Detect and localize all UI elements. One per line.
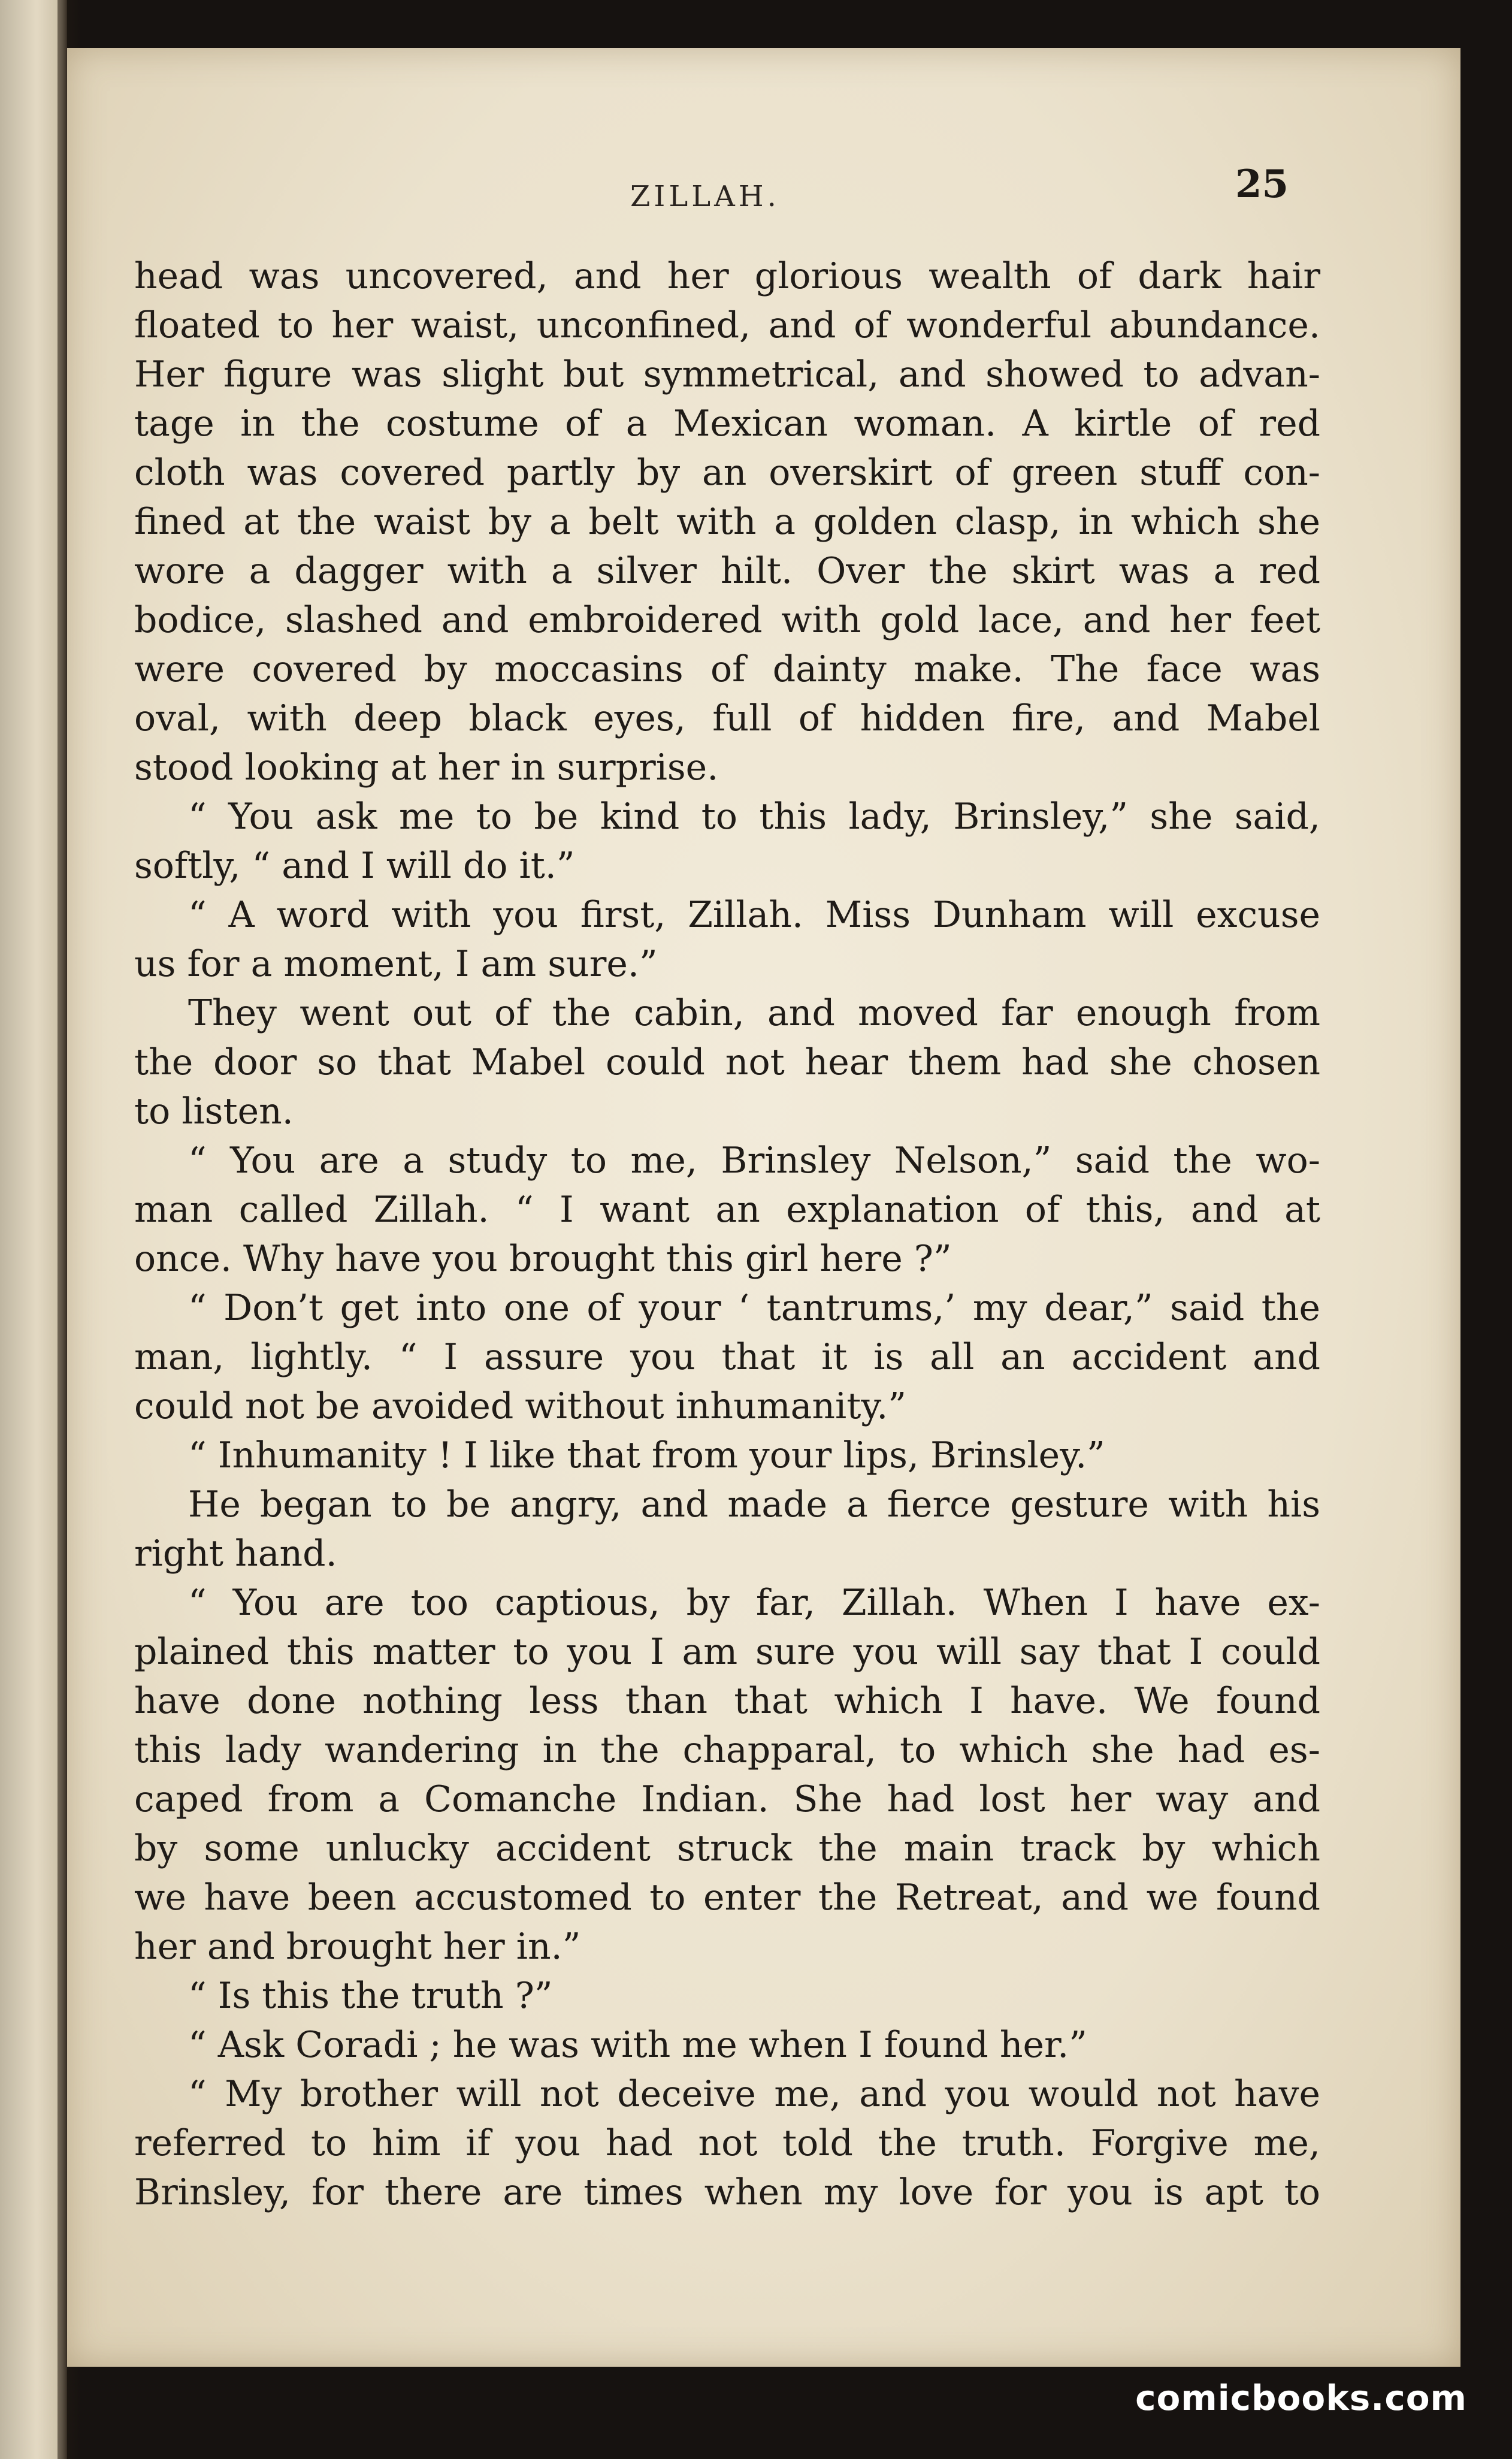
text-line: plained this matter to you I am sure you will say that I could <box>134 1631 1320 1673</box>
text-line: “ You are a study to me, Brinsley Nelson,” said the wo- <box>188 1140 1320 1182</box>
page-number: 25 <box>1235 162 1289 207</box>
text-line: “ You are too captious, by far, Zillah. When I have ex- <box>188 1582 1320 1624</box>
text-line: tage in the costume of a Mexican woman. A kirtle of red <box>134 403 1320 445</box>
text-line: right hand. <box>134 1533 337 1575</box>
text-line: Brinsley, for there are times when my love for you is apt to <box>134 2171 1320 2213</box>
text-line: softly, “ and I will do it.” <box>134 845 575 887</box>
text-line: “ Ask Coradi ; he was with me when I found her.” <box>188 2024 1087 2066</box>
text-line: this lady wandering in the chapparal, to which she had es- <box>134 1729 1320 1771</box>
text-line: “ You ask me to be kind to this lady, Brinsley,” she said, <box>188 796 1320 838</box>
running-head: ZILLAH. <box>630 180 780 213</box>
text-line: oval, with deep black eyes, full of hidden fire, and Mabel <box>134 697 1320 739</box>
text-line: referred to him if you had not told the truth. Forgive me, <box>134 2122 1320 2164</box>
text-line: cloth was covered partly by an overskirt of green stuff con- <box>134 452 1320 494</box>
text-line: man called Zillah. “ I want an explanation of this, and at <box>134 1189 1320 1231</box>
text-line: bodice, slashed and embroidered with gold lace, and her feet <box>134 599 1320 641</box>
text-line: us for a moment, I am sure.” <box>134 943 658 985</box>
book-page <box>67 48 1460 2367</box>
text-line: caped from a Comanche Indian. She had lost her way and <box>134 1778 1320 1820</box>
text-line: They went out of the cabin, and moved far enough from <box>188 992 1320 1034</box>
text-line: “ A word with you first, Zillah. Miss Dunham will excuse <box>188 894 1320 936</box>
site-watermark: comicbooks.com <box>1135 2378 1467 2418</box>
text-line: to listen. <box>134 1090 294 1132</box>
body-text <box>134 252 1320 2217</box>
text-line: her and brought her in.” <box>134 1926 581 1968</box>
text-line: fined at the waist by a belt with a golden clasp, in which she <box>134 501 1320 543</box>
text-line: floated to her waist, unconfined, and of wonderful abundance. <box>134 304 1320 346</box>
text-line: once. Why have you brought this girl here ?” <box>134 1238 952 1280</box>
text-line: by some unlucky accident struck the main track by which <box>134 1827 1320 1869</box>
text-line: man, lightly. “ I assure you that it is all an accident and <box>134 1336 1320 1378</box>
text-line: “ Don’t get into one of your ‘ tantrums,’ my dear,” said the <box>188 1287 1320 1329</box>
text-line: we have been accustomed to enter the Retreat, and we found <box>134 1877 1320 1919</box>
text-line: “ My brother will not deceive me, and you would not have <box>188 2073 1320 2115</box>
text-line: head was uncovered, and her glorious wealth of dark hair <box>134 255 1320 297</box>
text-line: Her figure was slight but symmetrical, and showed to advan- <box>134 354 1320 395</box>
text-line: He began to be angry, and made a fierce gesture with his <box>188 1484 1320 1525</box>
text-line: the door so that Mabel could not hear them had she chosen <box>134 1041 1320 1083</box>
text-line: wore a dagger with a silver hilt. Over the skirt was a red <box>134 550 1320 592</box>
text-line: could not be avoided without inhumanity.” <box>134 1385 907 1427</box>
text-line: “ Inhumanity ! I like that from your lips, Brinsley.” <box>188 1434 1105 1476</box>
text-line: “ Is this the truth ?” <box>188 1975 553 2017</box>
text-line: were covered by moccasins of dainty make. The face was <box>134 648 1320 690</box>
text-line: stood looking at her in surprise. <box>134 747 719 789</box>
text-line: have done nothing less than that which I have. We found <box>134 1680 1320 1722</box>
